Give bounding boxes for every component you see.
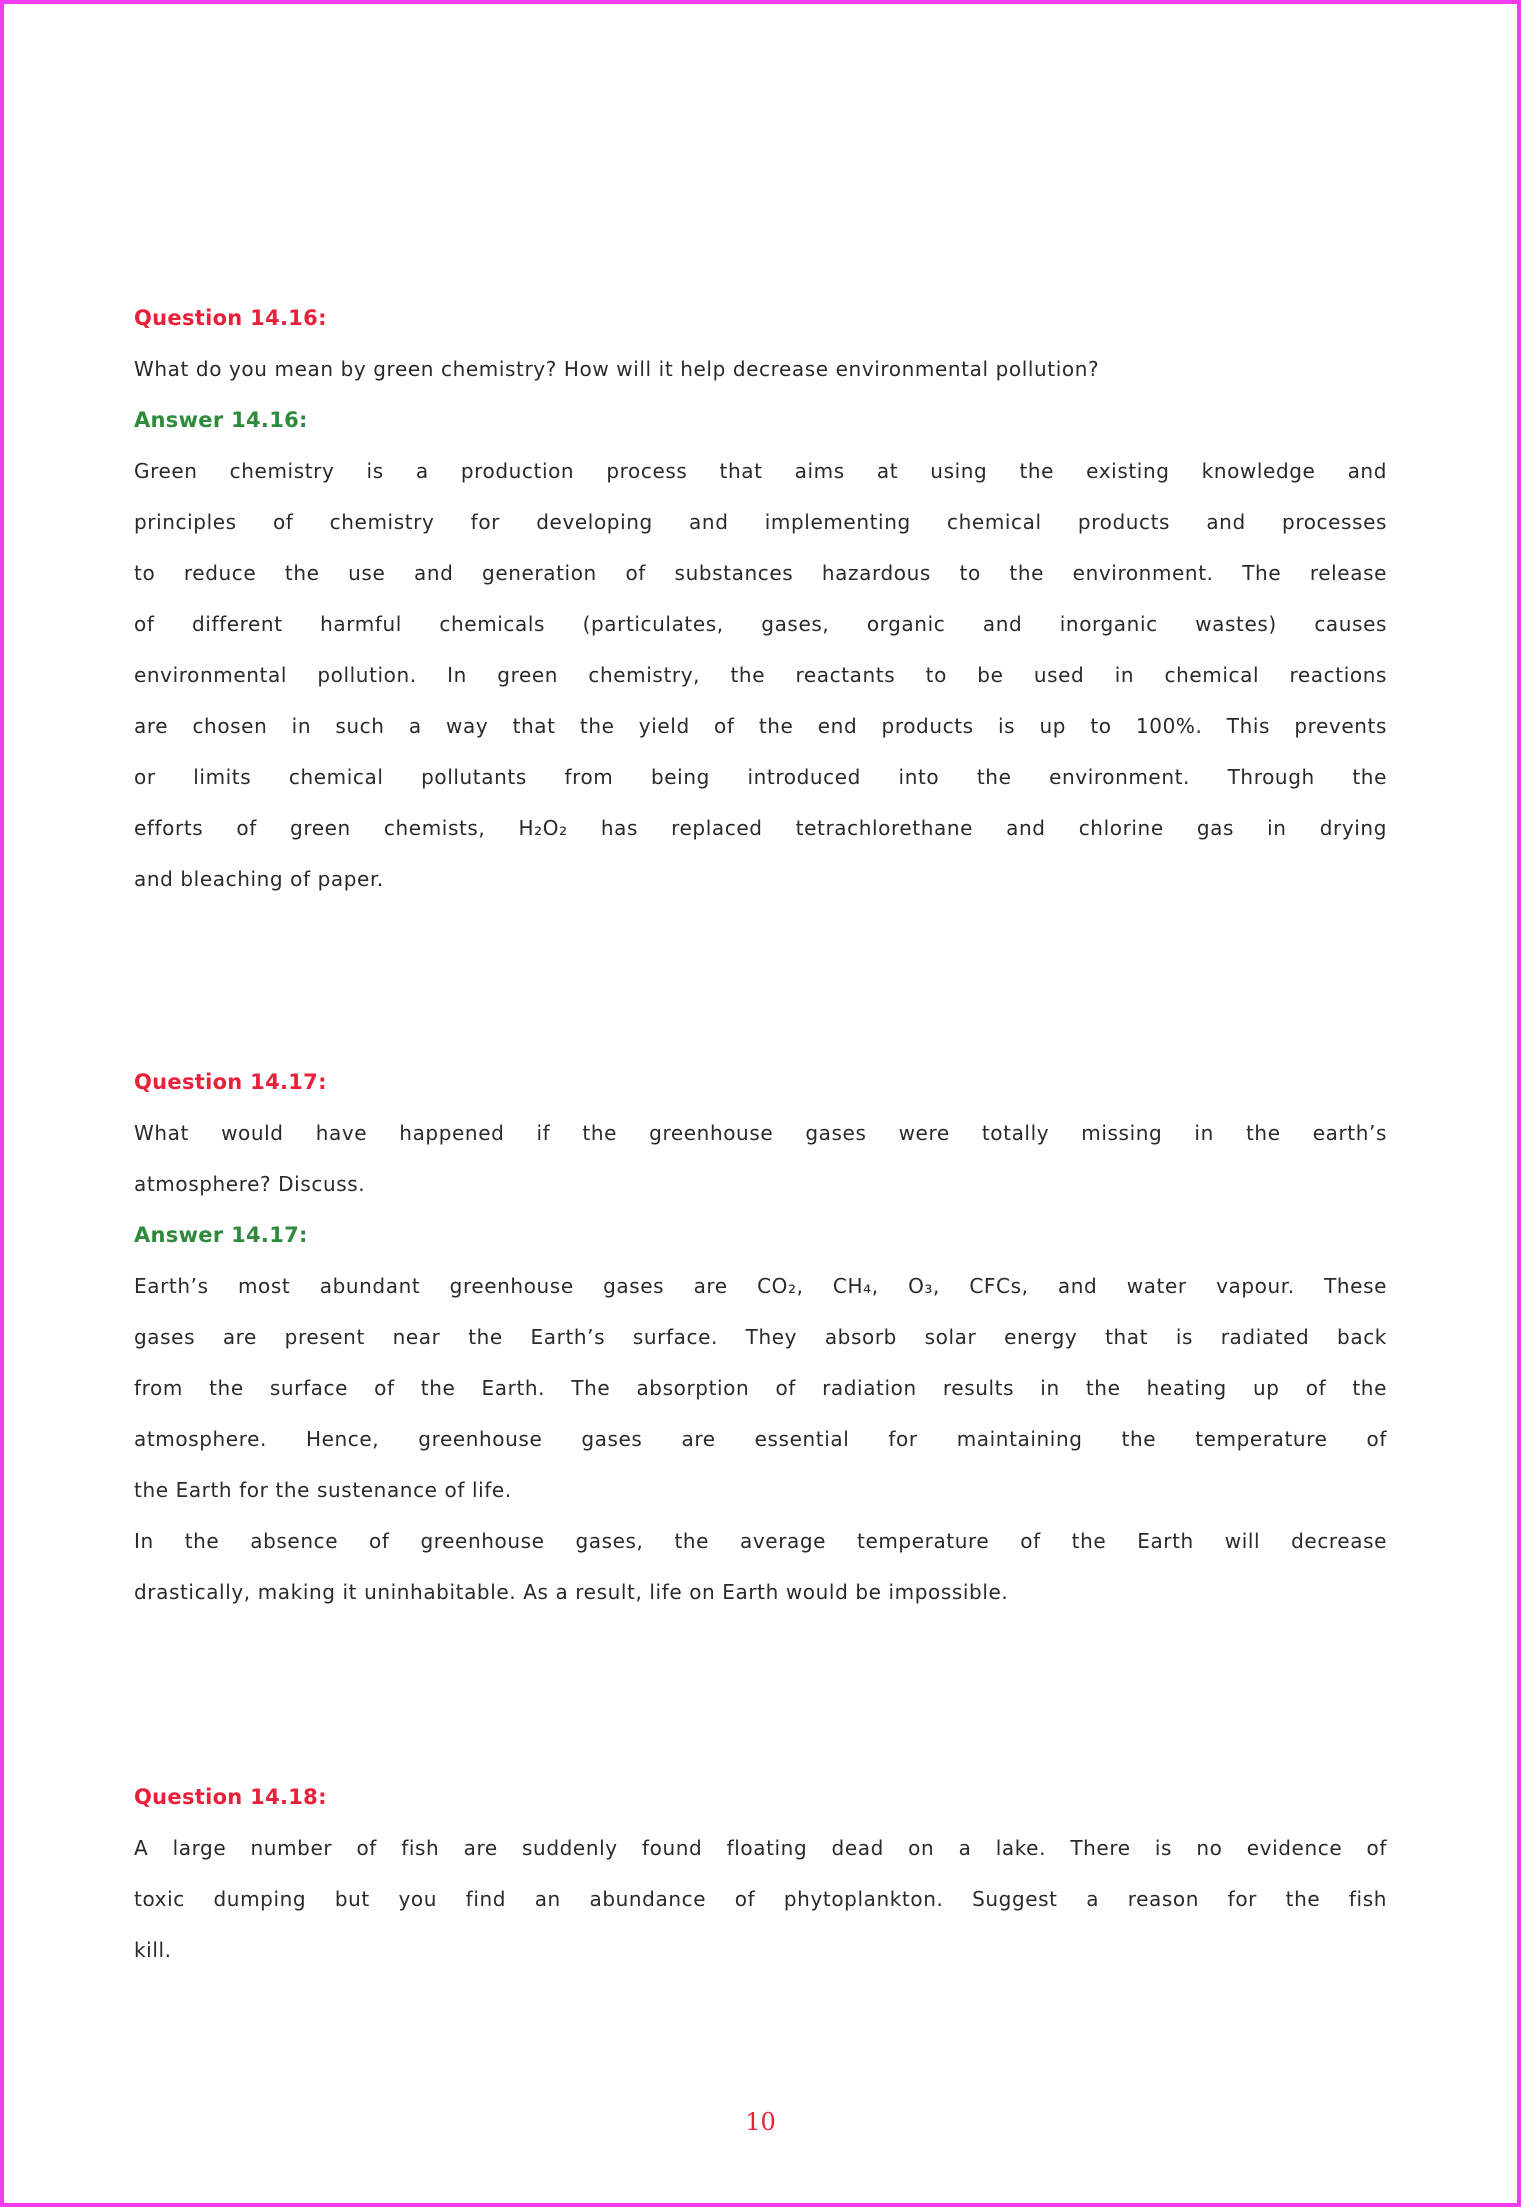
answer-line: Earth’s most abundant greenhouse gases are CO₂, CH₄, O₃, CFCs, and water vapour. These	[134, 1274, 1387, 1298]
answer-heading: Answer 14.16:	[134, 408, 308, 432]
answer-line: atmosphere. Hence, greenhouse gases are essential for maintaining the temperature of	[134, 1427, 1387, 1451]
question-text: What would have happened if the greenhouse gases were totally missing in the earth’s	[134, 1121, 1387, 1145]
answer-line: In the absence of greenhouse gases, the average temperature of the Earth will decrease	[134, 1529, 1387, 1553]
answer-line: are chosen in such a way that the yield of the end products is up to 100%. This prevents	[134, 714, 1387, 738]
answer-line: principles of chemistry for developing and implementing chemical products and processes	[134, 510, 1387, 534]
answer-line: of different harmful chemicals (particulates, gases, organic and inorganic wastes) causes	[134, 612, 1387, 636]
answer-line: environmental pollution. In green chemistry, the reactants to be used in chemical reactions	[134, 663, 1387, 687]
answer-heading: Answer 14.17:	[134, 1223, 308, 1247]
answer-line: efforts of green chemists, H₂O₂ has replaced tetrachlorethane and chlorine gas in drying	[134, 816, 1387, 840]
page-number: 10	[745, 2108, 776, 2136]
question-text: A large number of fish are suddenly found floating dead on a lake. There is no evidence of	[134, 1836, 1387, 1860]
question-heading: Question 14.17:	[134, 1070, 327, 1094]
question-14-18-section	[134, 1772, 1387, 1976]
question-14-17-section	[134, 1057, 1387, 1618]
answer-line: to reduce the use and generation of substances hazardous to the environment. The release	[134, 561, 1387, 585]
question-heading: Question 14.18:	[134, 1785, 327, 1809]
answer-line: gases are present near the Earth’s surface. They absorb solar energy that is radiated back	[134, 1325, 1387, 1349]
question-14-16-section	[134, 293, 1387, 905]
answer-line: and bleaching of paper.	[134, 867, 384, 891]
answer-line: drastically, making it uninhabitable. As a result, life on Earth would be impossible.	[134, 1580, 1009, 1604]
answer-line: from the surface of the Earth. The absorption of radiation results in the heating up of the	[134, 1376, 1387, 1400]
answer-line: Green chemistry is a production process that aims at using the existing knowledge and	[134, 459, 1387, 483]
question-text: What do you mean by green chemistry? How will it help decrease environmental pollution?	[134, 357, 1100, 381]
question-text: atmosphere? Discuss.	[134, 1172, 366, 1196]
answer-line: or limits chemical pollutants from being introduced into the environment. Through the	[134, 765, 1387, 789]
question-text: toxic dumping but you find an abundance of phytoplankton. Suggest a reason for the fish	[134, 1887, 1387, 1911]
answer-line: the Earth for the sustenance of life.	[134, 1478, 512, 1502]
question-heading: Question 14.16:	[134, 306, 327, 330]
question-text: kill.	[134, 1938, 172, 1962]
